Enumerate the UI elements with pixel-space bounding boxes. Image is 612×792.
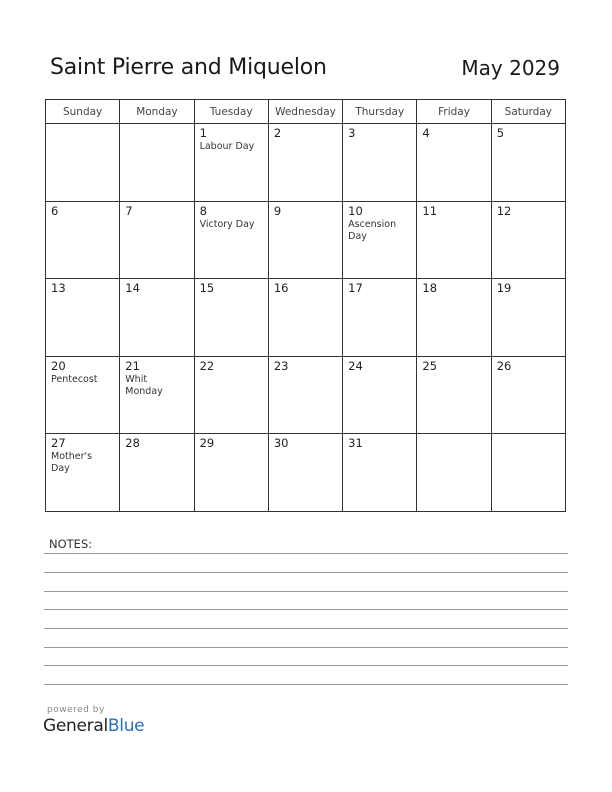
note-line — [44, 628, 568, 629]
day-number: 14 — [125, 281, 140, 296]
weekday-header-monday: Monday — [120, 100, 194, 124]
day-number: 4 — [422, 126, 430, 140]
day-cell — [194, 124, 268, 202]
day-cell — [120, 124, 194, 202]
day-number: 17 — [348, 281, 363, 296]
day-cell — [194, 434, 268, 512]
day-cell — [46, 356, 120, 434]
day-number: 27 — [51, 436, 66, 451]
day-cell — [417, 124, 491, 202]
note-line — [44, 609, 568, 610]
day-cell — [46, 279, 120, 357]
day-cell — [417, 279, 491, 357]
day-number: 18 — [422, 281, 438, 296]
day-cell — [343, 434, 417, 512]
day-number: 6 — [51, 203, 59, 218]
day-number: 5 — [496, 126, 505, 140]
day-cell — [491, 124, 565, 202]
day-number: 13 — [51, 281, 66, 296]
holiday-label: Ascension Day — [348, 218, 397, 242]
day-cell — [268, 356, 342, 434]
powered-by-text: powered by — [47, 705, 105, 715]
day-number: 1 — [199, 126, 207, 140]
week-row — [46, 434, 566, 512]
day-number: 15 — [199, 281, 215, 296]
day-cell — [120, 279, 194, 357]
day-number: 23 — [273, 358, 289, 373]
brand-blue-text: Blue — [107, 716, 145, 736]
day-cell — [268, 279, 342, 357]
note-line — [44, 591, 568, 592]
note-line — [44, 684, 568, 685]
week-row — [46, 124, 566, 202]
day-cell — [194, 201, 268, 279]
weekday-header-saturday: Saturday — [491, 100, 565, 124]
note-line — [44, 647, 568, 648]
day-number: 11 — [422, 203, 438, 218]
day-cell — [268, 201, 342, 279]
day-cell — [417, 356, 491, 434]
day-cell — [491, 279, 565, 357]
day-number: 2 — [273, 126, 282, 140]
day-cell — [120, 356, 194, 434]
weekday-header-tuesday: Tuesday — [194, 100, 268, 124]
day-number: 31 — [348, 436, 363, 451]
day-number: 25 — [422, 358, 438, 373]
day-number: 21 — [125, 358, 140, 373]
day-cell — [491, 434, 565, 512]
day-cell — [46, 124, 120, 202]
day-cell — [194, 279, 268, 357]
holiday-label: Pentecost — [51, 373, 98, 385]
holiday-label: Whit Monday — [125, 373, 163, 397]
day-cell — [268, 124, 342, 202]
note-line — [44, 665, 568, 666]
day-number: 20 — [51, 358, 66, 373]
note-line — [44, 572, 568, 573]
day-cell — [343, 279, 417, 357]
day-number: 16 — [273, 281, 289, 296]
weekday-header-friday: Friday — [417, 100, 491, 124]
day-cell — [343, 356, 417, 434]
week-row — [46, 201, 566, 279]
weekday-header-wednesday: Wednesday — [268, 100, 342, 124]
brand-general-text: General — [43, 716, 108, 736]
day-number: 29 — [199, 436, 215, 451]
weekday-header-sunday: Sunday — [46, 100, 120, 124]
week-row — [46, 356, 566, 434]
day-cell — [120, 434, 194, 512]
weekday-header-thursday: Thursday — [343, 100, 417, 124]
calendar-title: Saint Pierre and Miquelon — [50, 55, 327, 80]
month-calendar-grid — [45, 99, 566, 512]
day-number: 3 — [348, 126, 356, 140]
day-cell — [194, 356, 268, 434]
day-cell — [491, 356, 565, 434]
day-number: 8 — [199, 203, 207, 218]
day-cell — [417, 201, 491, 279]
day-number: 19 — [496, 281, 512, 296]
day-number: 7 — [125, 203, 133, 218]
day-number: 26 — [496, 358, 512, 373]
day-cell — [491, 201, 565, 279]
day-cell — [120, 201, 194, 279]
day-number: 12 — [496, 203, 512, 218]
day-number: 9 — [273, 203, 282, 218]
holiday-label: Labour Day — [199, 141, 255, 152]
day-number: 24 — [348, 358, 363, 373]
notes-label: NOTES: — [49, 537, 93, 551]
generalblue-logo — [43, 716, 144, 736]
day-number: 28 — [125, 436, 140, 451]
day-cell — [46, 201, 120, 279]
day-cell — [343, 201, 417, 279]
day-number: 22 — [199, 358, 215, 373]
month-year-label: May 2029 — [461, 56, 560, 80]
day-number: 10 — [348, 203, 363, 218]
day-cell — [268, 434, 342, 512]
week-row — [46, 279, 566, 357]
day-cell — [343, 124, 417, 202]
holiday-label: Mother's Day — [51, 451, 93, 475]
day-cell — [46, 434, 120, 512]
day-number: 30 — [273, 436, 289, 451]
weekday-header-row — [46, 100, 566, 124]
holiday-label: Victory Day — [199, 218, 255, 230]
note-line — [44, 553, 568, 554]
day-cell — [417, 434, 491, 512]
